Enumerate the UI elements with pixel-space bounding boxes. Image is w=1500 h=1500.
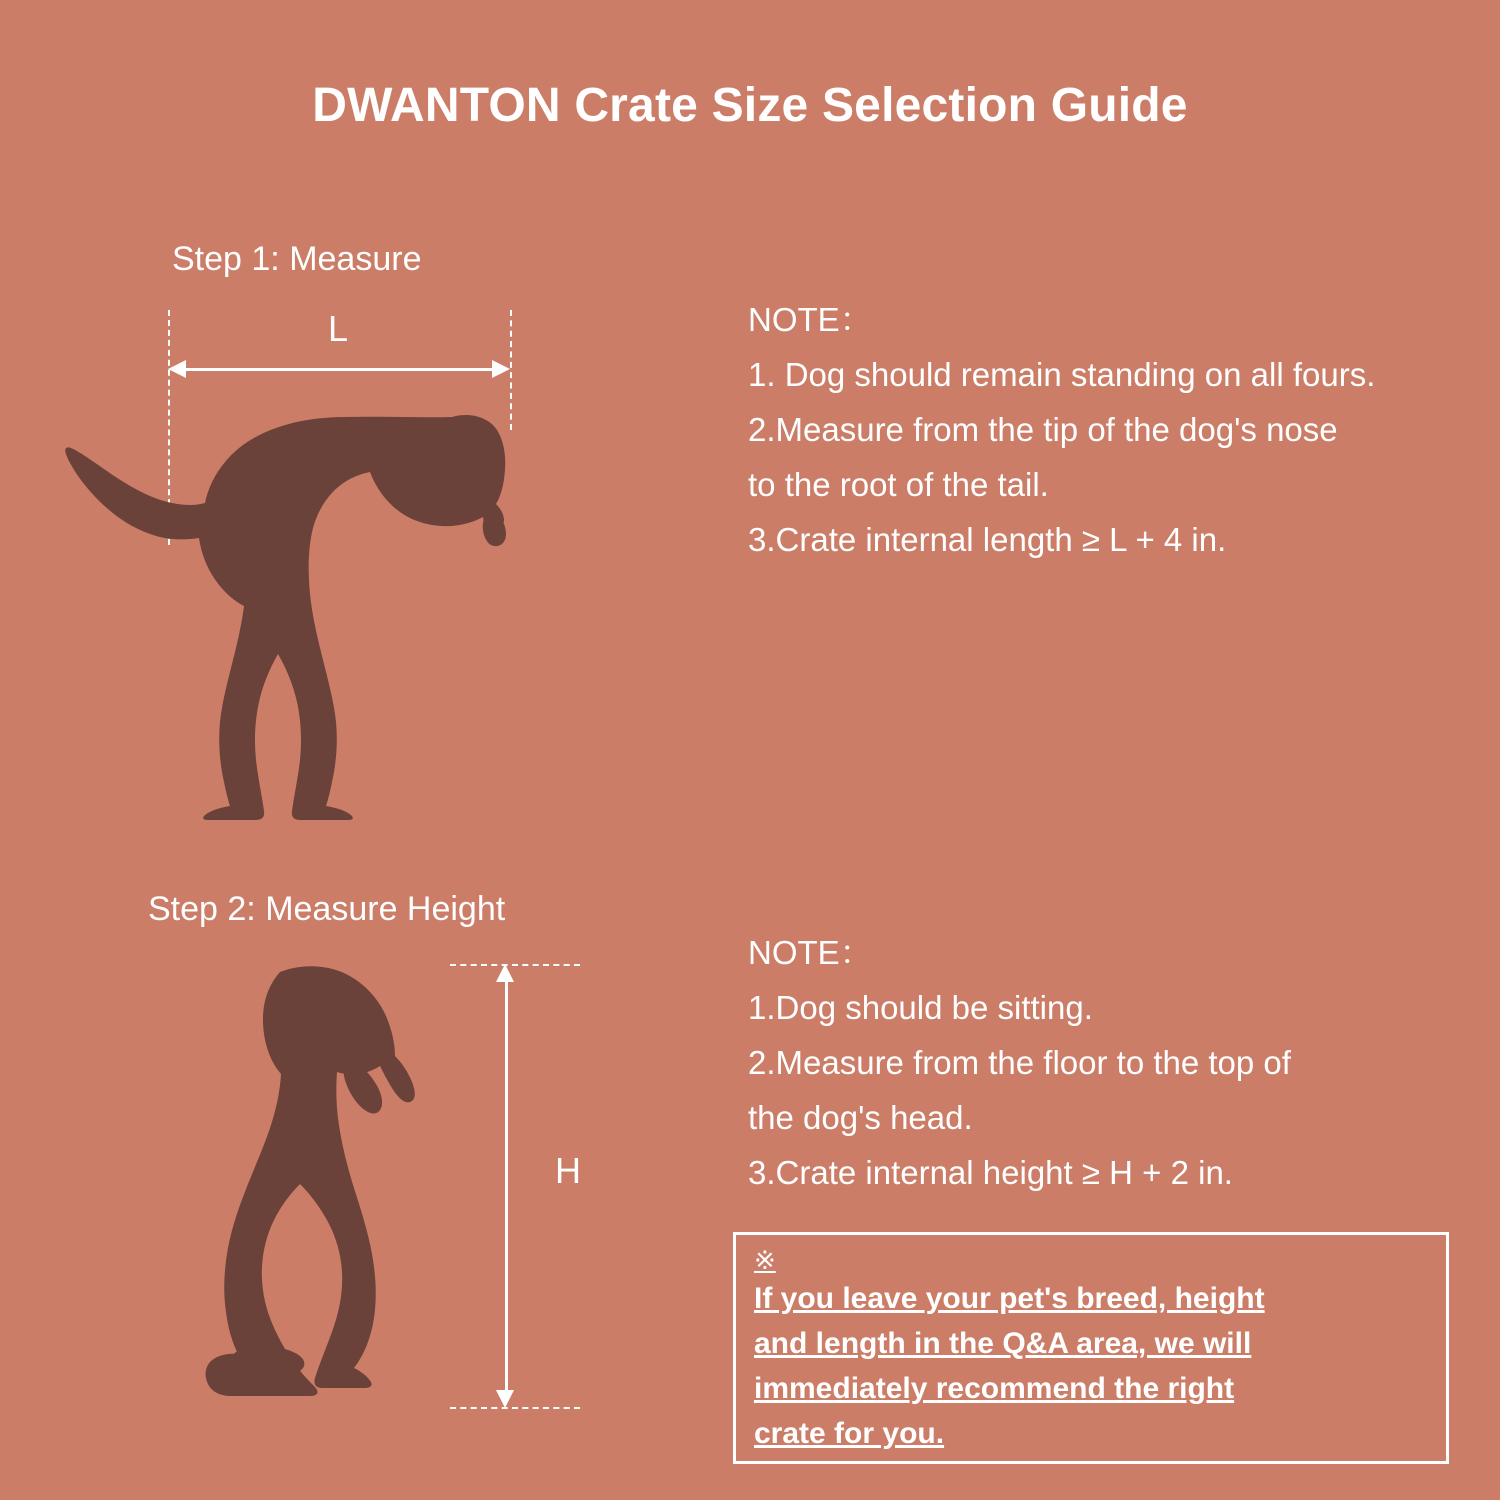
length-arrow-left-icon — [168, 360, 186, 378]
note1-heading: NOTE： — [748, 301, 873, 338]
callout-line-3: immediately recommend the right — [754, 1372, 1235, 1405]
length-arrow-right-icon — [492, 360, 510, 378]
height-arrow-up-icon — [496, 964, 514, 982]
step2-diagram — [130, 950, 650, 1450]
note2-line-1: 1.Dog should be sitting. — [748, 989, 1093, 1026]
step1-diagram — [60, 300, 680, 840]
note1-line-4: 3.Crate internal length ≥ L + 4 in. — [748, 521, 1227, 558]
note1-line-3: to the root of the tail. — [748, 466, 1049, 503]
note2-line-2: 2.Measure from the floor to the top of — [748, 1044, 1291, 1081]
height-arrow-down-icon — [496, 1390, 514, 1408]
callout-line-4: crate for you. — [754, 1417, 945, 1450]
note-sitting — [748, 925, 1291, 1200]
callout-line-1: If you leave your pet's breed, height — [754, 1282, 1265, 1315]
qa-callout-box — [733, 1232, 1449, 1464]
page-title: DWANTON Crate Size Selection Guide — [312, 79, 1188, 132]
step2-label: Step 2: Measure Height — [148, 890, 506, 928]
height-dimension-label: H — [555, 1150, 581, 1191]
note1-line-2: 2.Measure from the tip of the dog's nose — [748, 411, 1338, 448]
note2-line-3: the dog's head. — [748, 1099, 973, 1136]
step1-label: Step 1: Measure — [172, 240, 422, 278]
note2-heading: NOTE： — [748, 934, 873, 971]
sitting-dog-silhouette — [140, 960, 460, 1410]
height-guide-bottom — [450, 1407, 580, 1409]
note2-line-4: 3.Crate internal height ≥ H + 2 in. — [748, 1154, 1233, 1191]
callout-line-2: and length in the Q&A area, we will — [754, 1327, 1252, 1360]
reference-mark-icon: ※ — [754, 1245, 776, 1275]
length-dimension-label: L — [328, 308, 349, 349]
length-measure-line — [178, 368, 502, 371]
note-standing — [748, 292, 1375, 567]
height-measure-line — [505, 976, 508, 1396]
note1-line-1: 1. Dog should remain standing on all fours. — [748, 356, 1376, 393]
height-guide-top — [450, 964, 580, 966]
standing-dog-silhouette — [60, 400, 540, 820]
